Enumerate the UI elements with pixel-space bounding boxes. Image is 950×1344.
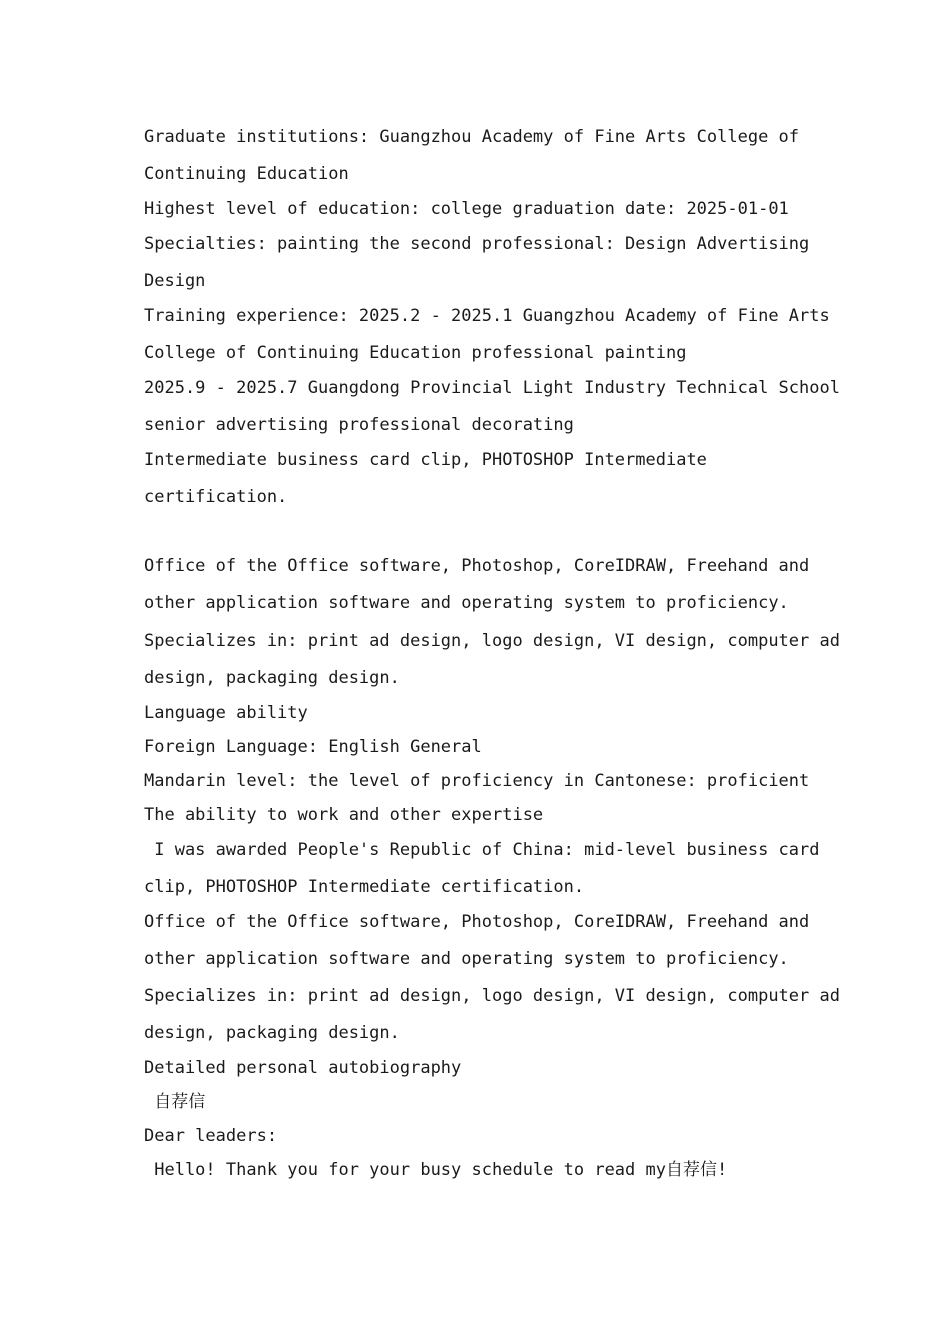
letter-title: 自荐信 [144,1092,206,1112]
text-line: design, packaging design. [144,668,400,688]
text-line: College of Continuing Education professional painting [144,343,687,363]
section-heading: Language ability [144,703,308,723]
document-body [144,120,840,1187]
text-line: I was awarded People's Republic of China: mid-level business card [144,840,820,860]
text-line: other application software and operating system to proficiency. [144,949,789,969]
text-line: Highest level of education: college graduation date: 2025-01-01 [144,199,789,219]
text-line: design, packaging design. [144,1023,400,1043]
paragraph-gap [144,515,824,549]
text-line: Continuing Education [144,164,349,184]
text-line: Mandarin level: the level of proficiency in Cantonese: proficient [144,771,810,791]
text-line: Specializes in: print ad design, logo design, VI design, computer ad [144,986,840,1006]
text-line: Specializes in: print ad design, logo design, VI design, computer ad [144,631,840,651]
text-line: Foreign Language: English General [144,737,482,757]
text-line: clip, PHOTOSHOP Intermediate certification. [144,877,585,897]
text-line: other application software and operating system to proficiency. [144,593,789,613]
section-heading: The ability to work and other expertise [144,805,544,825]
text-line: Training experience: 2025.2 - 2025.1 Guangzhou Academy of Fine Arts [144,306,830,326]
text-line: Intermediate business card clip, PHOTOSHOP Intermediate [144,450,707,470]
text-line: Office of the Office software, Photoshop, CoreIDRAW, Freehand and [144,912,810,932]
text-line: Graduate institutions: Guangzhou Academy of Fine Arts College of [144,127,800,147]
text-line: certification. [144,487,288,507]
text-line: Hello! Thank you for your busy schedule to read my自荐信! [144,1160,728,1180]
letter-salutation: Dear leaders: [144,1126,278,1146]
section-heading: Detailed personal autobiography [144,1058,462,1078]
text-line: Design [144,271,206,291]
text-line: Office of the Office software, Photoshop, CoreIDRAW, Freehand and [144,556,810,576]
text-line: 2025.9 - 2025.7 Guangdong Provincial Light Industry Technical School [144,378,840,398]
text-line: senior advertising professional decorating [144,415,574,435]
text-line: Specialties: painting the second professional: Design Advertising [144,234,810,254]
